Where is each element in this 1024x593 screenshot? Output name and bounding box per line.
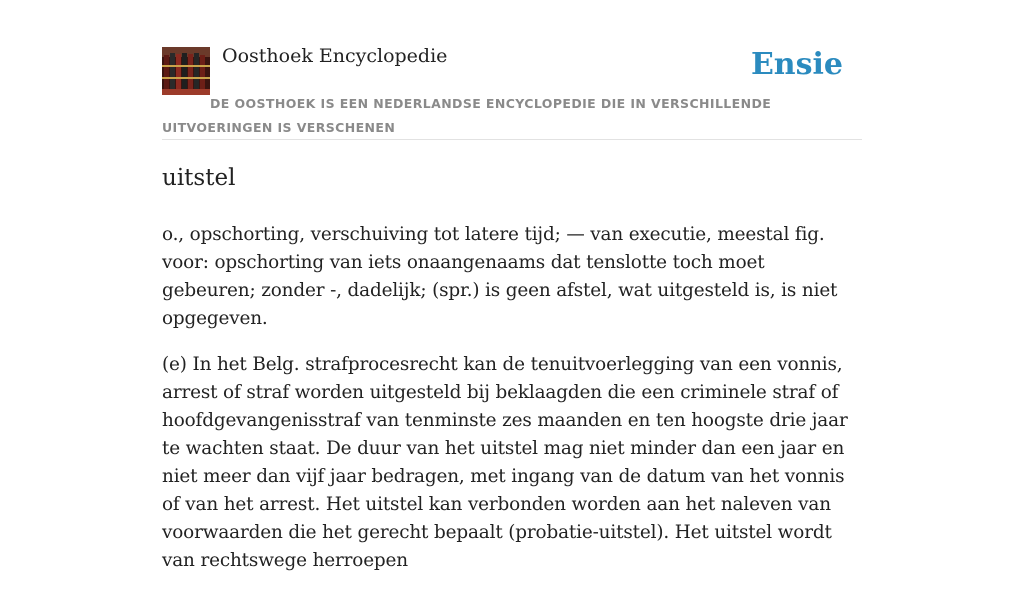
header-divider: [162, 139, 862, 140]
legal-paragraph: (e) In het Belg. strafprocesrecht kan de tenuitvoerlegging van een vonnis, arrest of straf worden uitgesteld bij beklaagden die een criminele straf of hoofdgevangenisstraf van tenminste zes maanden en ten hoogste drie jaar te wachten staat. De duur van het uitstel mag niet minder dan een jaar en niet meer dan vijf jaar bedragen, met ingang van de datum van het vonnis of van het arrest. Het uitstel kan verbonden worden aan het naleven van voorwaarden die het gerecht bepaalt (probatie-uitstel). Het uitstel wordt van rechtswege herroepen: [162, 354, 848, 571]
site-tagline: DE OOSTHOEK IS EEN NEDERLANDSE ENCYCLOPEDIE DIE IN VERSCHILLENDE UITVOERINGEN IS VERSCHENEN: [162, 96, 772, 135]
brand-logo[interactable]: Ensie: [750, 47, 843, 82]
entry-title: uitstel: [162, 165, 236, 191]
article: [162, 160, 862, 593]
site-title[interactable]: Oosthoek Encyclopedie: [222, 45, 448, 67]
definition-paragraph: o., opschorting, verschuiving tot latere tijd; — van executie, meestal fig. voor: opschorting van iets onaangenaams dat tenslotte toch moet gebeuren; zonder -, dadelijk; (spr.) is geen afstel, wat uitgesteld is, is niet opgegeven.: [162, 224, 838, 329]
site-header: [162, 0, 862, 140]
book-spines-avatar-icon[interactable]: [162, 47, 210, 95]
